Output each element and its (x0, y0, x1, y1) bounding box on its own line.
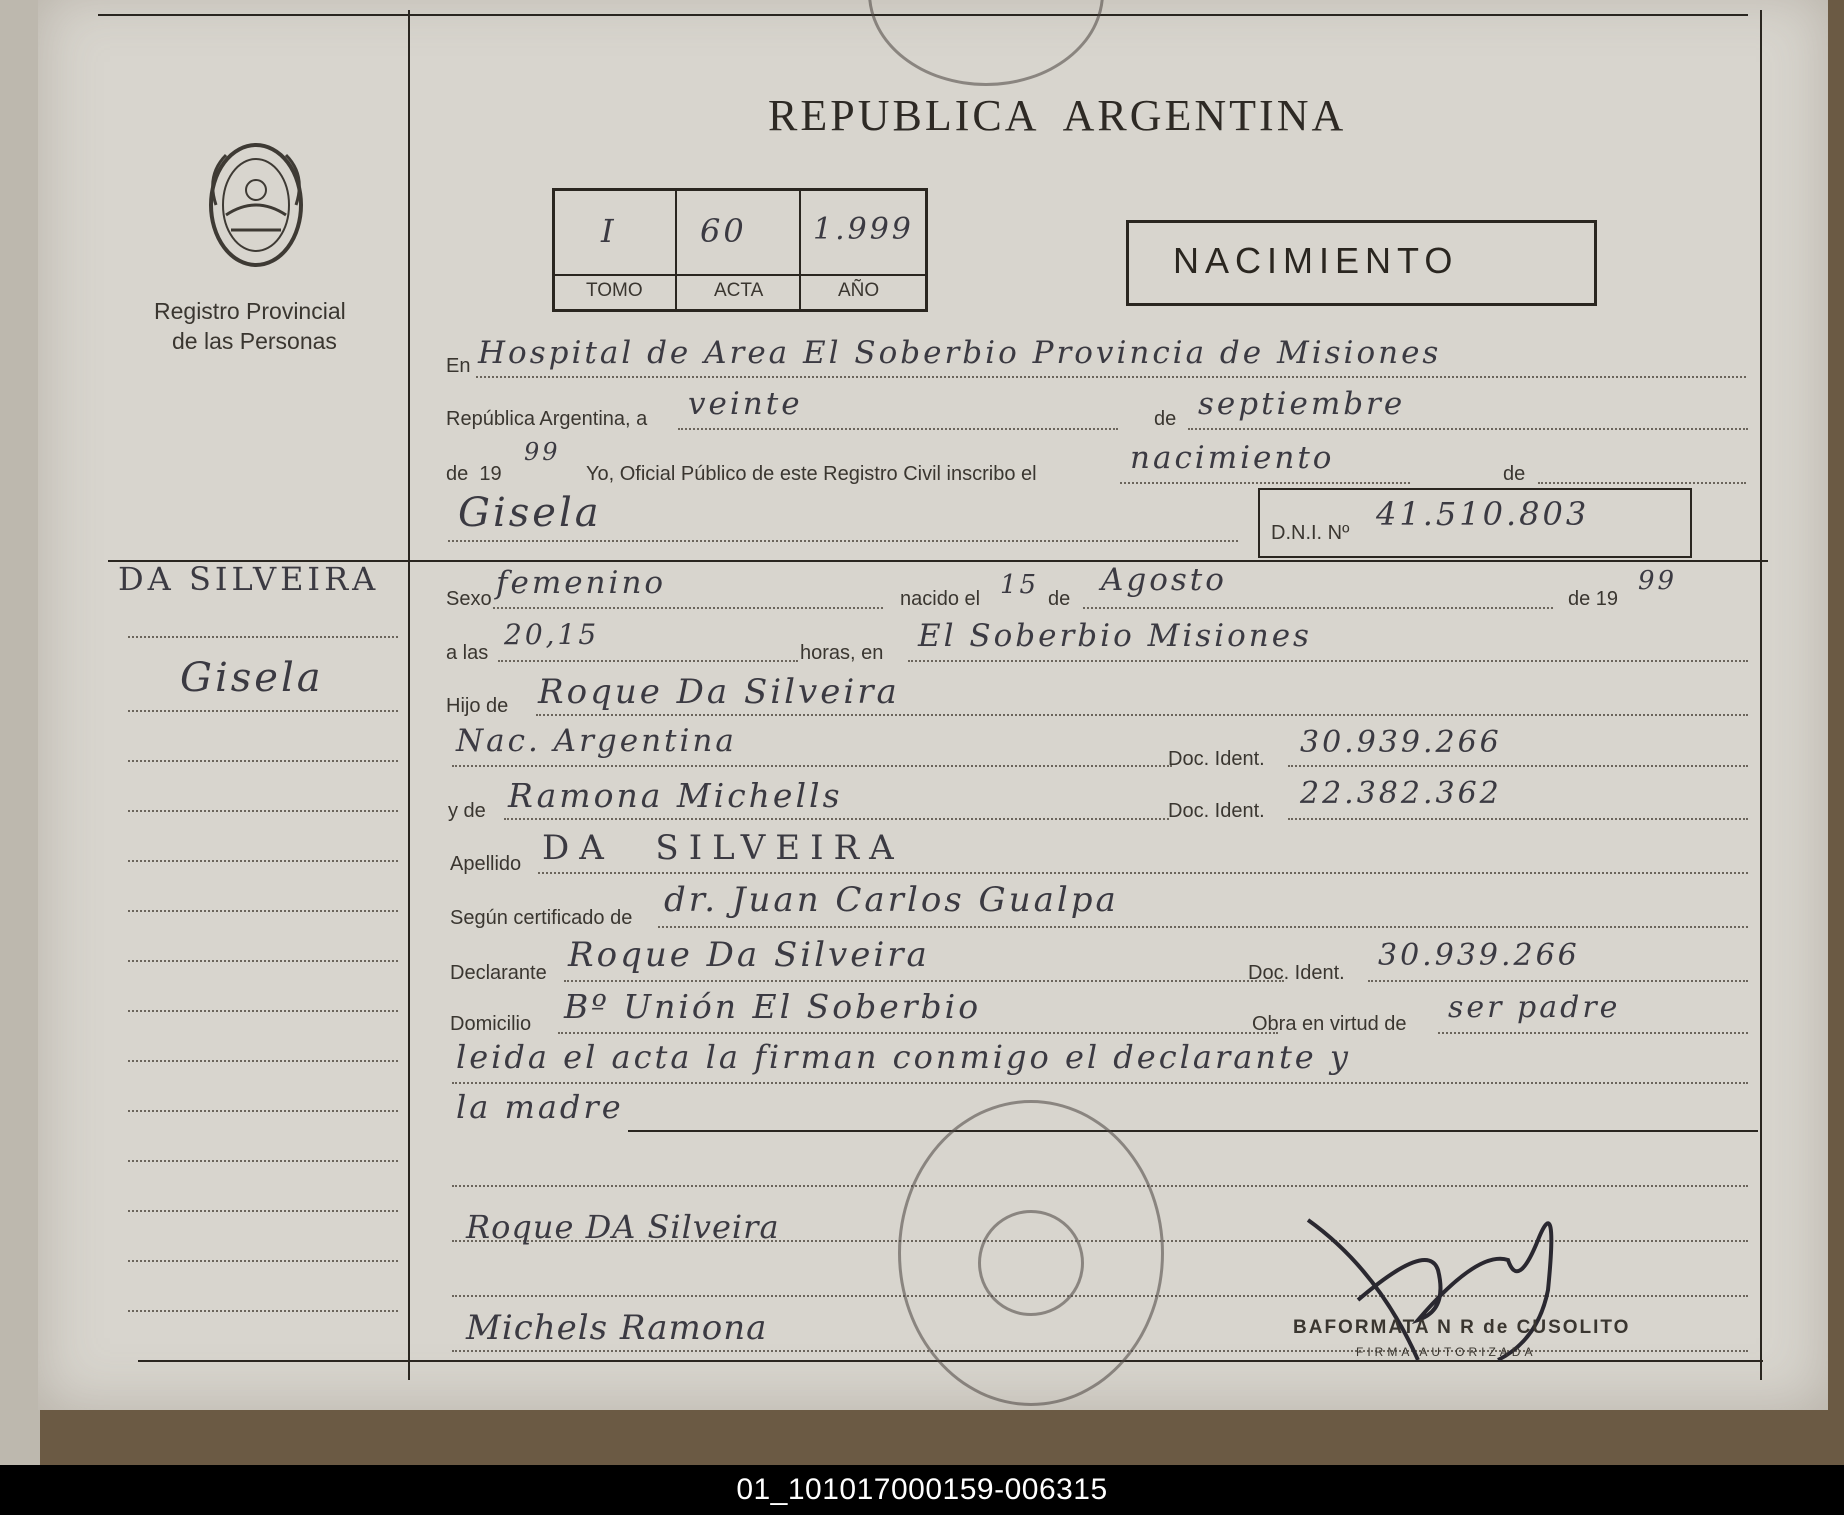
birth-certificate-page (38, 0, 1828, 1410)
label-de19: de 19 (446, 463, 502, 485)
dotline-nacionalidad (452, 765, 1172, 767)
dotline-lugar (476, 376, 1746, 378)
official-seal-inner (978, 1210, 1084, 1316)
margin-dotline-1 (128, 636, 398, 638)
dotline-mes (1188, 428, 1748, 430)
lugar-value: Hospital de Area El Soberbio Provincia de Misiones (478, 335, 1442, 371)
label-hijo: Hijo de (446, 695, 509, 717)
page-title: REPUBLICA ARGENTINA (768, 91, 1347, 140)
acta-label: ACTA (714, 280, 764, 301)
dotline-sexo (493, 607, 883, 609)
acta-value: 60 (700, 212, 747, 250)
tomo-value: I (601, 212, 617, 250)
label-apellido: Apellido (450, 853, 522, 875)
nacionalidad-value: Nac. Argentina (456, 723, 737, 759)
margin-dotline-5 (128, 860, 398, 862)
nac-anio: 99 (1638, 566, 1678, 596)
margin-dotline-14 (128, 1310, 398, 1312)
margin-dotline-2 (128, 710, 398, 712)
label-en: En (446, 355, 471, 377)
label-de-2: de (1503, 463, 1526, 485)
firma-declarante: Roque DA Silveira (466, 1208, 780, 1246)
label-de-mid: de (1048, 588, 1071, 610)
label-yo: Yo, Oficial Público de este Registro Civil inscribo el (586, 463, 1037, 485)
obra-line3: la madre (456, 1088, 624, 1126)
margin-dotline-13 (128, 1260, 398, 1262)
margin-dotline-11 (128, 1160, 398, 1162)
sexo-value: femenino (496, 565, 667, 601)
margin-surname: DA SILVEIRA (118, 560, 380, 598)
label-sexo: Sexo (446, 588, 492, 610)
dotline-padre-doc (1288, 765, 1748, 767)
dotline-nac-mes (1083, 607, 1553, 609)
apellido-value: DA SILVEIRA (542, 828, 904, 868)
dotline-domicilio (558, 1032, 1278, 1034)
padre-doc: 30.939.266 (1300, 725, 1502, 760)
tomo-label: TOMO (586, 280, 643, 301)
label-segun: Según certificado de (450, 907, 633, 929)
dotline-de-2 (1538, 482, 1746, 484)
dotline-declarante-doc (1368, 980, 1748, 982)
record-type: NACIMIENTO (1173, 240, 1459, 281)
registry-office-line2: de las Personas (172, 328, 337, 354)
label-republica: República Argentina, a (446, 408, 648, 430)
margin-given-name: Gisela (180, 655, 324, 701)
label-doc2: Doc. Ident. (1168, 800, 1265, 822)
label-horas: horas, en (800, 642, 884, 664)
top-seal-stamp (868, 0, 1104, 86)
right-border (1760, 10, 1762, 1380)
registry-office-line1: Registro Provincial (154, 298, 346, 324)
label-domicilio: Domicilio (450, 1013, 532, 1035)
label-obra: Obra en virtud de (1252, 1013, 1407, 1035)
margin-dotline-3 (128, 760, 398, 762)
image-id-caption: 01_101017000159-006315 (0, 1465, 1844, 1515)
officer-title-stamp: FIRMA AUTORIZADA (1356, 1345, 1537, 1359)
anio-inscripcion: 99 (524, 438, 561, 466)
dotline-madre (504, 818, 1169, 820)
dni-value: 41.510.803 (1376, 495, 1590, 533)
label-declarante: Declarante (450, 962, 547, 984)
label-nacido: nacido el (900, 588, 981, 610)
nombre-value: Gisela (458, 490, 602, 536)
provincial-seal-logo (196, 135, 316, 275)
dotline-medico (658, 926, 1748, 928)
nac-mes: Agosto (1101, 562, 1227, 598)
margin-dotline-4 (128, 810, 398, 812)
label-de-1: de (1154, 408, 1177, 430)
lugar-nacimiento: El Soberbio Misiones (918, 618, 1312, 654)
dotline-obra (1438, 1032, 1748, 1034)
medico-value: dr. Juan Carlos Gualpa (664, 880, 1119, 920)
margin-dotline-6 (128, 910, 398, 912)
declarante-value: Roque Da Silveira (568, 935, 930, 975)
dia-value: veinte (688, 386, 803, 422)
closing-rule (628, 1130, 1758, 1132)
label-dni: D.N.I. Nº (1271, 522, 1350, 544)
firma-madre: Michels Ramona (466, 1308, 768, 1348)
dotline-madre-doc (1288, 818, 1748, 820)
book-edge (0, 0, 40, 1465)
left-column-divider (408, 10, 410, 1380)
margin-dotline-8 (128, 1010, 398, 1012)
obra-line2: leida el acta la firman conmigo el declarante y (456, 1038, 1351, 1076)
madre-doc: 22.382.362 (1300, 776, 1502, 811)
label-de19b: de 19 (1568, 588, 1619, 610)
label-doc3: Doc. Ident. (1248, 962, 1345, 984)
dotline-apellido (538, 872, 1748, 874)
registry-box-divider-1 (675, 188, 677, 309)
padre-value: Roque Da Silveira (538, 672, 900, 712)
declarante-doc: 30.939.266 (1378, 938, 1580, 973)
margin-dotline-7 (128, 960, 398, 962)
nac-dia: 15 (1000, 570, 1040, 600)
dotline-declarante (564, 980, 1284, 982)
hora-value: 20,15 (504, 618, 600, 651)
anio-value: 1.999 (813, 212, 914, 247)
margin-dotline-10 (128, 1110, 398, 1112)
acto-value: nacimiento (1130, 440, 1335, 476)
dotline-obra-2 (452, 1082, 1748, 1084)
dotline-padre (536, 714, 1748, 716)
dotline-acto (1120, 482, 1410, 484)
label-yde: y de (448, 800, 486, 822)
madre-value: Ramona Michells (508, 776, 843, 815)
officer-name-stamp: BAFORMATA N R de CUSOLITO (1293, 1317, 1631, 1338)
dotline-dia (678, 428, 1118, 430)
anio-label: AÑO (838, 280, 880, 301)
dotline-nombre (448, 540, 1238, 542)
label-alas: a las (446, 642, 489, 664)
dotline-lugar-nac (908, 660, 1748, 662)
domicilio-value: Bº Unión El Soberbio (564, 987, 982, 1026)
obra-value: ser padre (1448, 990, 1621, 1025)
label-doc1: Doc. Ident. (1168, 748, 1265, 770)
margin-dotline-9 (128, 1060, 398, 1062)
mes-value: septiembre (1198, 386, 1406, 422)
registry-box-divider-2 (799, 188, 801, 309)
registry-box-label-rule (552, 274, 925, 276)
margin-dotline-12 (128, 1210, 398, 1212)
dotline-hora (498, 660, 798, 662)
